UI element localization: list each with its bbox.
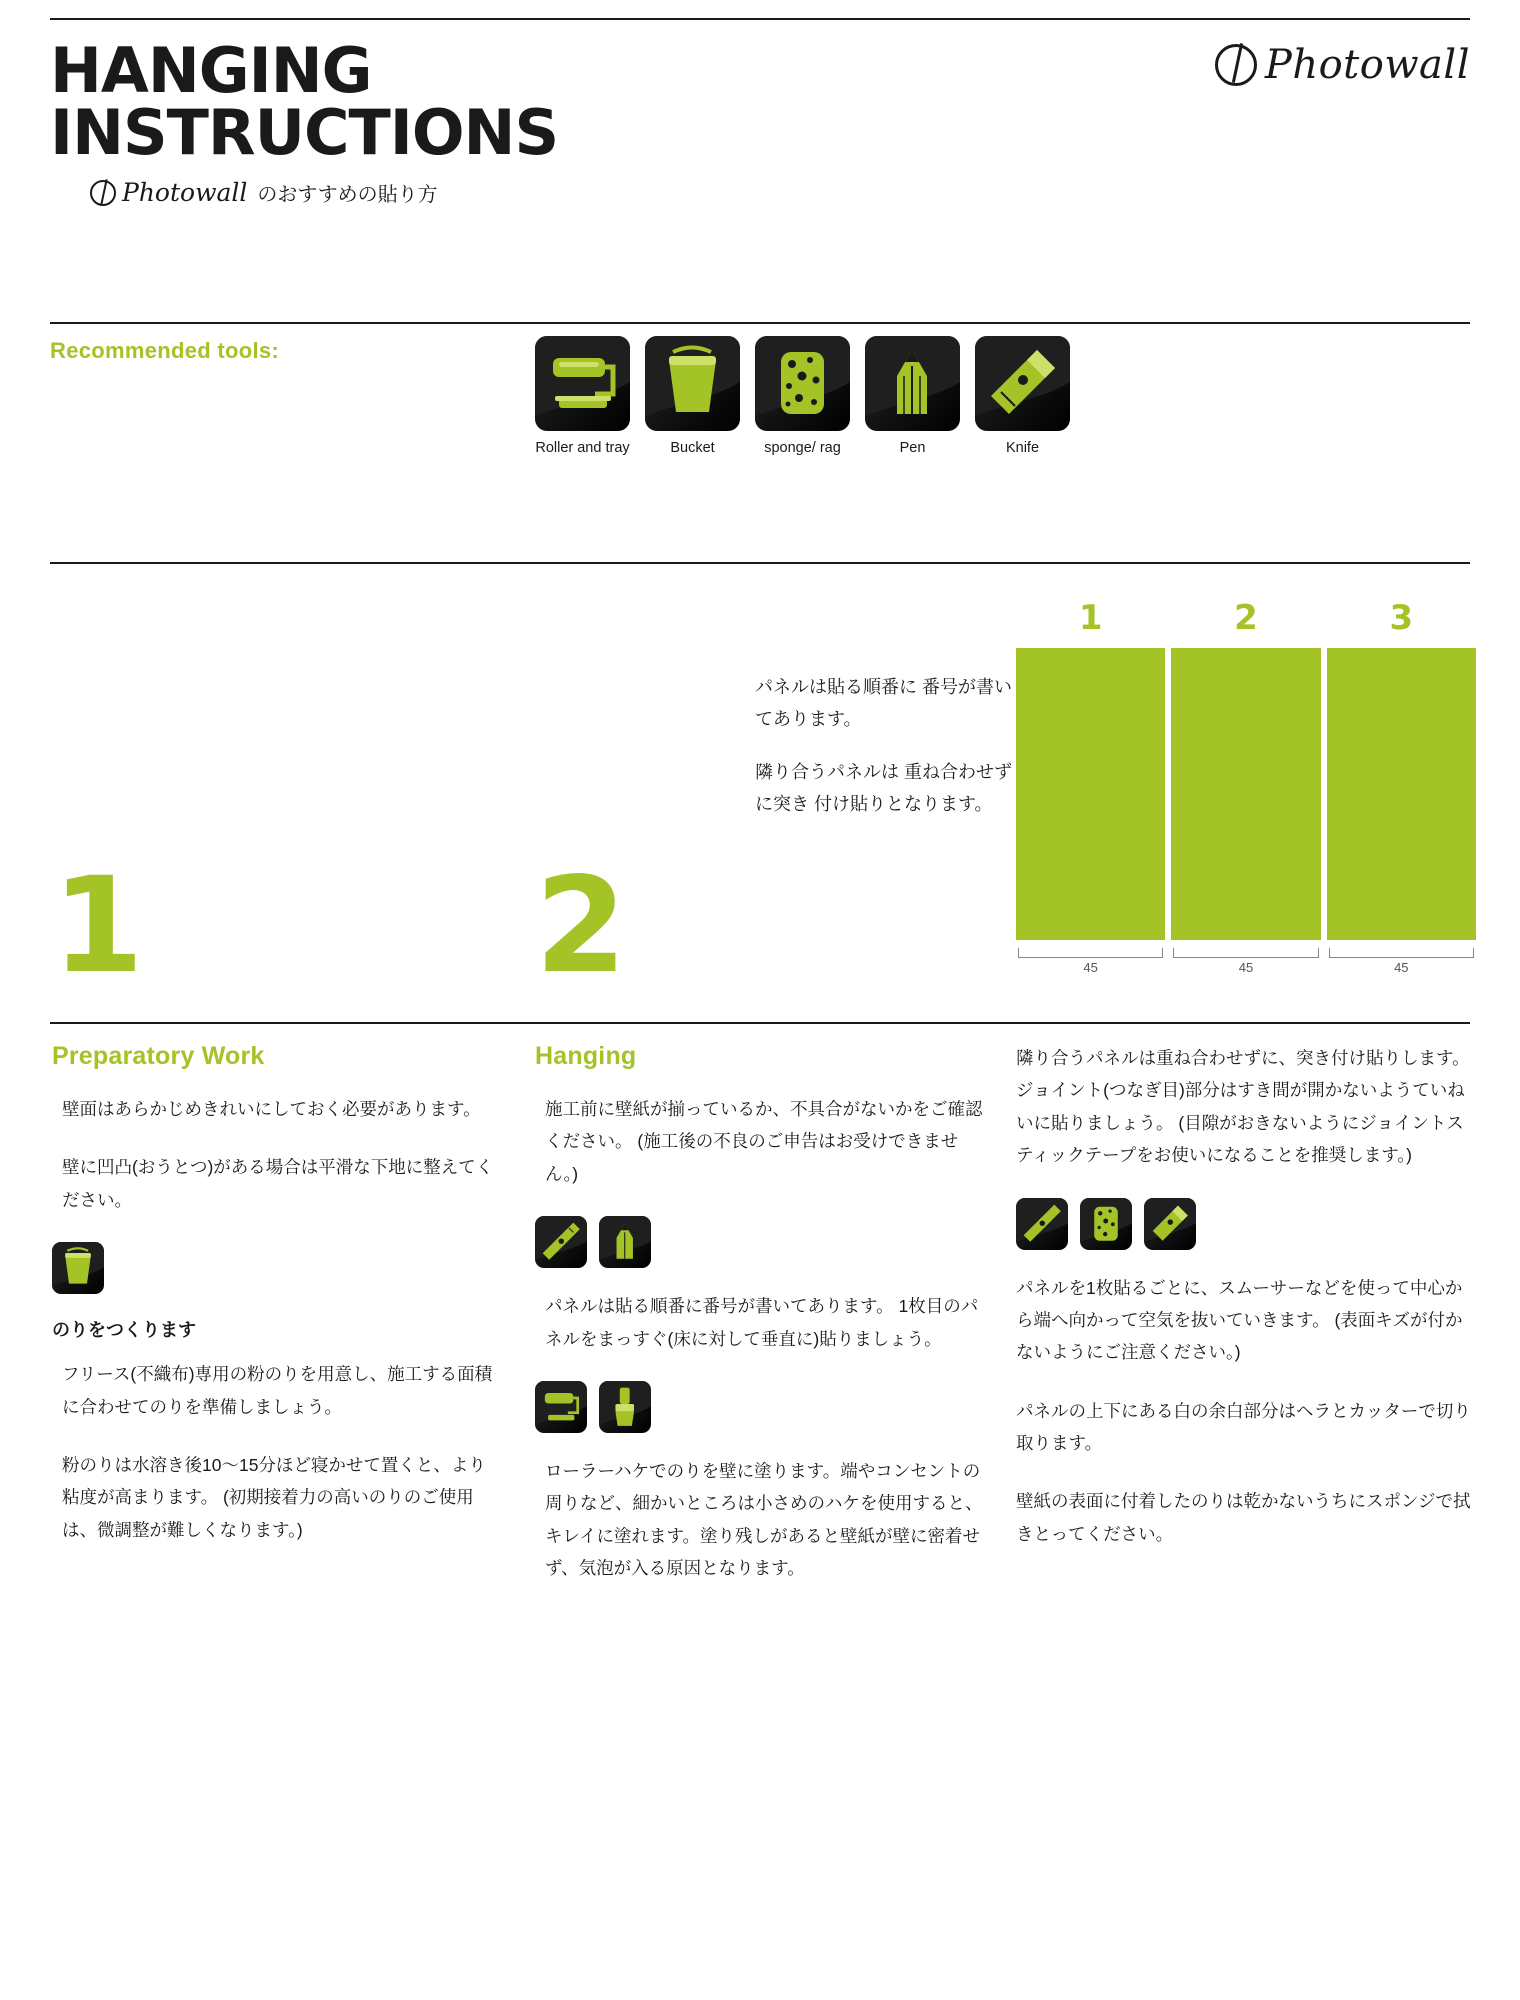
level-icon: [1016, 1198, 1068, 1250]
step-number-2: 2: [535, 849, 627, 1003]
tool-caption: Knife: [1005, 440, 1040, 456]
tool-caption: Pen: [899, 440, 926, 456]
wall-panel: [1327, 648, 1476, 940]
col3-paragraph-3: パネルの上下にある白の余白部分はヘラとカッターで切り取ります。: [1016, 1400, 1471, 1453]
col2-icon-row-1: [535, 1216, 985, 1268]
col1-paragraph-2: 壁に凹凸(おうとつ)がある場合は平滑な下地に整えてください。: [62, 1157, 494, 1210]
middle-divider: [50, 1022, 1470, 1024]
col3-icon-row: [1016, 1198, 1476, 1250]
tool-sponge: [755, 336, 850, 457]
col1-paragraph-1: 壁面はあらかじめきれいにしておく必要があります。: [62, 1099, 481, 1119]
pen-icon: [865, 336, 960, 431]
page-header: [50, 32, 1470, 207]
panel-note: [755, 672, 1020, 842]
col1-lead: のりをつくります: [52, 1320, 196, 1341]
panel-row: [1016, 648, 1476, 940]
roller-icon: [535, 1381, 587, 1433]
tool-bucket: [645, 336, 740, 457]
bucket-icon: [645, 336, 740, 431]
col3-paragraph-1: 隣り合うパネルは重ね合わせずに、突き付け貼りします。ジョイント(つなぎ目)部分はすき間が開かないようていねいに貼りましょう。 (目隙がおきないようにジョイントスティックテープをお使いになることを推奨します。): [1016, 1048, 1470, 1166]
panel-number: 3: [1389, 598, 1414, 638]
brand-logo-header: [1215, 42, 1470, 88]
bucket-icon: [52, 1242, 104, 1294]
knife-icon: [1144, 1198, 1196, 1250]
col2-paragraph-1: 施工前に壁紙が揃っているか、不具合がないかをご確認ください。 (施工後の不良のご申告はお受けできません。): [545, 1099, 983, 1184]
tool-caption: Bucket: [670, 440, 715, 456]
tool-pen: [865, 336, 960, 457]
col1-paragraph-4: 粉のりは水溶き後10〜15分ほど寝かせて置くと、より粘度が高まります。 (初期接着力の高いのりのご使用は、微調整が難しくなります。): [62, 1454, 486, 1540]
knife-icon: [975, 336, 1070, 431]
col2-paragraph-3: ローラーハケでのりを壁に塗ります。端やコンセントの周りなど、細かいところは小さめのハケを使用すると、キレイに塗れます。塗り残しがあると壁紙が壁に密着せず、気泡が入る原因となります。: [545, 1460, 983, 1578]
title-line-1: HANGING: [50, 34, 372, 107]
brand-name-small: Photowall: [122, 178, 248, 207]
panel-note-2: 隣り合うパネルは 重ね合わせずに突き 付け貼りとなります。: [755, 762, 1012, 814]
logo-circle-icon: [90, 180, 116, 206]
panel-measure: 45: [1171, 944, 1320, 975]
column-hanging: [535, 1042, 985, 1610]
brand-name-header: Photowall: [1264, 42, 1470, 88]
panel-measure: 45: [1016, 944, 1165, 975]
col2-icon-row-2: [535, 1381, 985, 1433]
brand-logo-small: [90, 178, 247, 207]
tools-bottom-divider: [50, 562, 1470, 564]
wall-panel: [1016, 648, 1165, 940]
panel-number-row: [1016, 598, 1476, 638]
recommended-tools-label: Recommended tools:: [50, 338, 280, 363]
col1-icon-row: [52, 1242, 502, 1294]
col3-paragraph-4: 壁紙の表面に付着したのりは乾かないうちにスポンジで拭きとってください。: [1016, 1491, 1471, 1544]
panel-measure-row: [1016, 944, 1476, 975]
sponge-icon: [1080, 1198, 1132, 1250]
col2-paragraph-2: パネルは貼る順番に番号が書いてあります。 1枚目のパネルをまっすぐ(床に対して垂直に)貼りましょう。: [545, 1296, 979, 1349]
col1-paragraph-3: フリース(不織布)専用の粉のりを用意し、施工する面積に合わせてのりを準備しましょう。: [62, 1364, 493, 1417]
panel-number: 1: [1078, 598, 1103, 638]
tool-knife: [975, 336, 1070, 457]
level-icon: [535, 1216, 587, 1268]
panel-measure: 45: [1327, 944, 1476, 975]
panel-number: 2: [1234, 598, 1258, 638]
panel-diagram: [1016, 598, 1476, 975]
tool-caption: Roller and tray: [535, 440, 630, 456]
top-divider: [50, 18, 1470, 20]
wall-panel: [1171, 648, 1320, 940]
tools-top-divider: [50, 322, 1470, 324]
panel-note-1: パネルは貼る順番に 番号が書いてあります。: [755, 677, 1012, 729]
tool-roller: [535, 336, 630, 457]
tools-row: [535, 336, 1070, 457]
step-number-1: 1: [52, 849, 144, 1003]
pen-icon: [599, 1216, 651, 1268]
column-preparatory-work: [52, 1042, 502, 1572]
logo-circle-icon: [1215, 44, 1257, 86]
tool-caption: sponge/ rag: [764, 440, 841, 456]
subtitle-row: [90, 178, 1470, 207]
column-2-heading: Hanging: [535, 1042, 637, 1070]
column-1-heading: Preparatory Work: [52, 1042, 265, 1070]
title-line-2: INSTRUCTIONS: [50, 96, 559, 169]
column-finishing: [1016, 1042, 1476, 1576]
subtitle-japanese: のおすすめの貼り方: [257, 184, 438, 206]
brush-icon: [599, 1381, 651, 1433]
roller-icon: [535, 336, 630, 431]
col3-paragraph-2: パネルを1枚貼るごとに、スムーサーなどを使って中心から端へ向かって空気を抜いていきます。 (表面キズが付かないようにご注意ください。): [1016, 1277, 1463, 1363]
sponge-icon: [755, 336, 850, 431]
